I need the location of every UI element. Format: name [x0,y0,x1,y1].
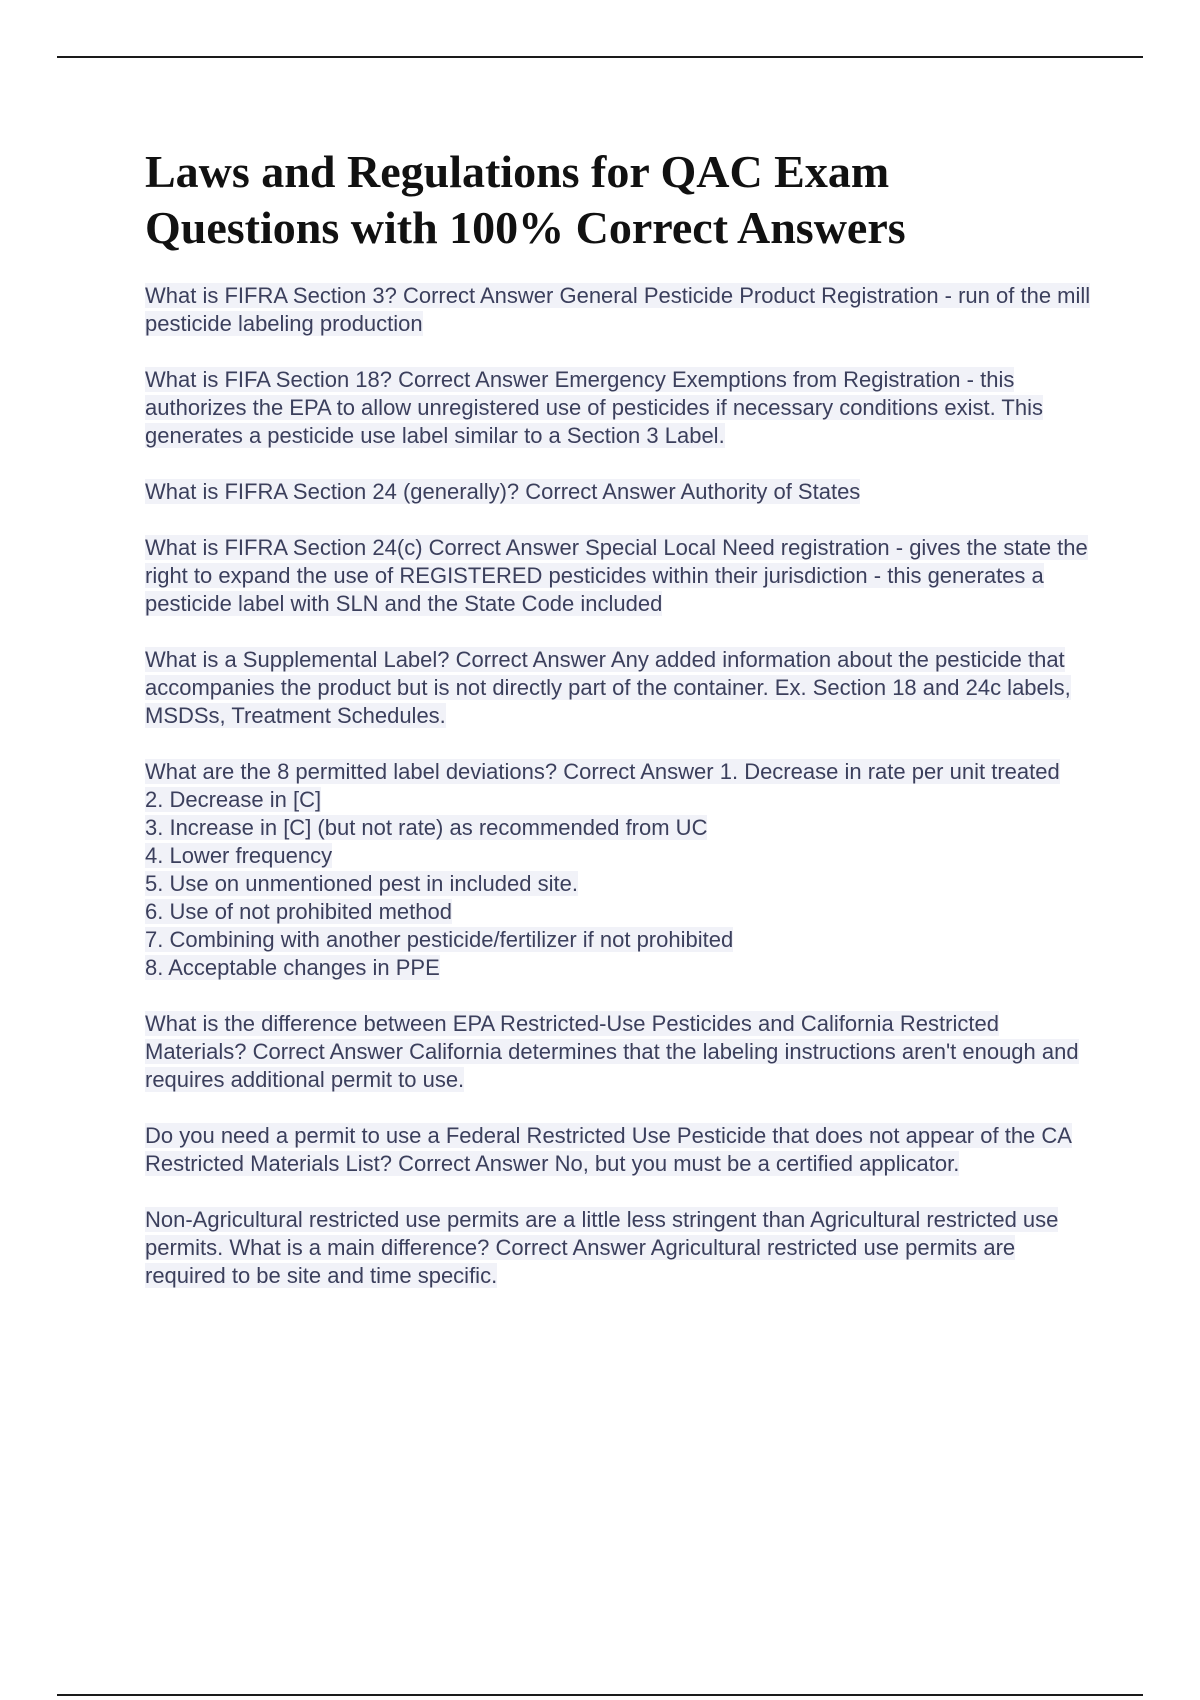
qa-entry [145,478,1095,506]
deviation-item: 4. Lower frequency [145,843,333,868]
qa-text: What is FIFRA Section 24(c) Correct Answer Special Local Need registration - gives the state the right to expand the use of REGISTERED pesticides within their jurisdiction - this generates a pesticide label with SLN and the State Code included [145,535,1088,616]
qa-list [145,282,1095,1290]
qa-text: Non-Agricultural restricted use permits are a little less stringent than Agricultural restricted use permits. What is a main difference? Correct Answer Agricultural restricted use permits are required to be site and time specific. [145,1207,1059,1288]
deviation-item: 7. Combining with another pesticide/fertilizer if not prohibited [145,927,734,952]
qa-text: What is FIFA Section 18? Correct Answer Emergency Exemptions from Registration - this authorizes the EPA to allow unregistered use of pesticides if necessary conditions exist. This generates a pesticide use label similar to a Section 3 Label. [145,367,1043,448]
qa-entry [145,282,1095,338]
qa-entry [145,1206,1095,1290]
qa-text: What is FIFRA Section 3? Correct Answer General Pesticide Product Registration - run of the mill pesticide labeling production [145,283,1091,336]
deviation-item: 3. Increase in [C] (but not rate) as recommended from UC [145,815,708,840]
deviation-item: 5. Use on unmentioned pest in included site. [145,871,578,896]
top-rule [57,56,1143,58]
deviation-item: 6. Use of not prohibited method [145,899,452,924]
title-line-1: Laws and Regulations for QAC Exam [145,146,890,197]
qa-entry [145,366,1095,450]
qa-text: Do you need a permit to use a Federal Restricted Use Pesticide that does not appear of the CA Restricted Materials List? Correct Answer No, but you must be a certified applicator. [145,1123,1072,1176]
title-line-2: Questions with 100% Correct Answers [145,202,906,253]
qa-text: What is a Supplemental Label? Correct Answer Any added information about the pesticide that accompanies the product but is not directly part of the container. Ex. Section 18 and 24c labels, MSDSs, Treatment Schedules. [145,647,1071,728]
qa-entry-list [145,758,1095,982]
deviation-item: 8. Acceptable changes in PPE [145,955,440,980]
qa-text: What is the difference between EPA Restricted-Use Pesticides and California Restricted Materials? Correct Answer California determines that the labeling instructions aren't enough and requires additional permit to use. [145,1011,1079,1092]
document-body [145,144,1095,1318]
document-title [145,144,1095,256]
qa-entry [145,534,1095,618]
qa-entry [145,1010,1095,1094]
qa-list-intro: What are the 8 permitted label deviations? Correct Answer 1. Decrease in rate per unit treated [145,759,1060,784]
bottom-rule [57,1694,1143,1696]
qa-entry [145,646,1095,730]
deviation-item: 2. Decrease in [C] [145,787,322,812]
qa-text: What is FIFRA Section 24 (generally)? Correct Answer Authority of States [145,479,861,504]
qa-entry [145,1122,1095,1178]
